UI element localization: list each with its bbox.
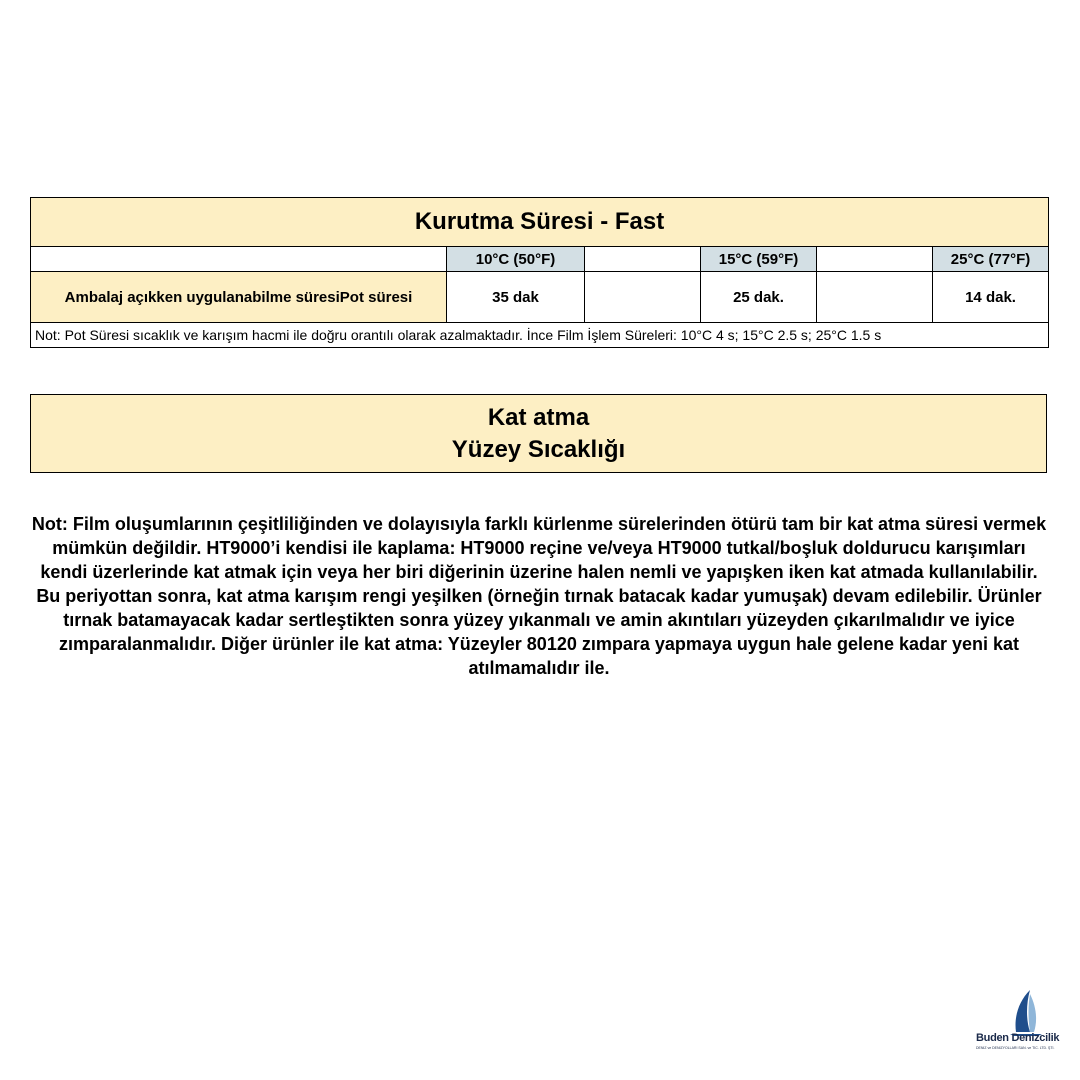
header-spacer-cell xyxy=(585,247,701,272)
temp-header-10c: 10°C (50°F) xyxy=(447,247,585,272)
pot-life-25c: 14 dak. xyxy=(933,272,1049,323)
pot-life-10c: 35 dak xyxy=(447,272,585,323)
header-empty-cell xyxy=(31,247,447,272)
logo-subtitle: DENİZ ve DENİZYOLLARI SAN. ve TİC. LTD. ŞTİ. xyxy=(976,1046,1055,1050)
sailboat-logo-icon xyxy=(996,988,1052,1036)
drying-table-title: Kurutma Süresi - Fast xyxy=(31,198,1049,247)
pot-life-15c: 25 dak. xyxy=(701,272,817,323)
temp-header-25c: 25°C (77°F) xyxy=(933,247,1049,272)
recoat-note-paragraph: Not: Film oluşumlarının çeşitliliğinden ve dolayısıyla farklı kürlenme sürelerinden ötürü tam bir kat atma süresi vermek mümkün değildir. HT9000’i kendisi ile kaplama: HT9000 reçine ve/veya HT9000 tutkal/boşluk doldurucu karışımları kendi üzerlerinde kat atmak için veya her biri diğerinin üzerine halen nemli ve yapışken iken kat atmada kullanılabilir. Bu periyottan sonra, kat atma karışım rengi yeşilken (örneğin tırnak batacak kadar yumuşak) devam edilebilir. Ürünler tırnak batamayacak kadar sertleştikten sonra yüzey yıkanmalı ve amin akıntıları yüzeyden çıkarılmalıdır ve iyice zımparalanmalıdır. Diğer ürünler ile kat atma: Yüzeyler 80120 zımpara yapmaya uygun hale gelene kadar yeni kat atılmamalıdır ile. xyxy=(31,514,1047,678)
header-spacer-cell xyxy=(817,247,933,272)
pot-life-label: Ambalaj açıkken uygulanabilme süresiPot süresi xyxy=(31,272,447,323)
value-spacer-cell xyxy=(817,272,933,323)
logo-name: Buden Denizcilik xyxy=(976,1032,1060,1044)
company-logo xyxy=(968,988,1080,1068)
recoat-header-box xyxy=(30,394,1047,473)
temp-header-15c: 15°C (59°F) xyxy=(701,247,817,272)
surface-temperature-title: Yüzey Sıcaklığı xyxy=(451,435,626,463)
recoat-title: Kat atma xyxy=(487,403,590,431)
drying-time-table xyxy=(30,197,1049,348)
value-spacer-cell xyxy=(585,272,701,323)
drying-table-note: Not: Pot Süresi sıcaklık ve karışım hacmi ile doğru orantılı olarak azalmaktadır. İnce Film İşlem Süreleri: 10°C 4 s; 15°C 2.5 s; 25°C 1.5 s xyxy=(31,323,1049,348)
